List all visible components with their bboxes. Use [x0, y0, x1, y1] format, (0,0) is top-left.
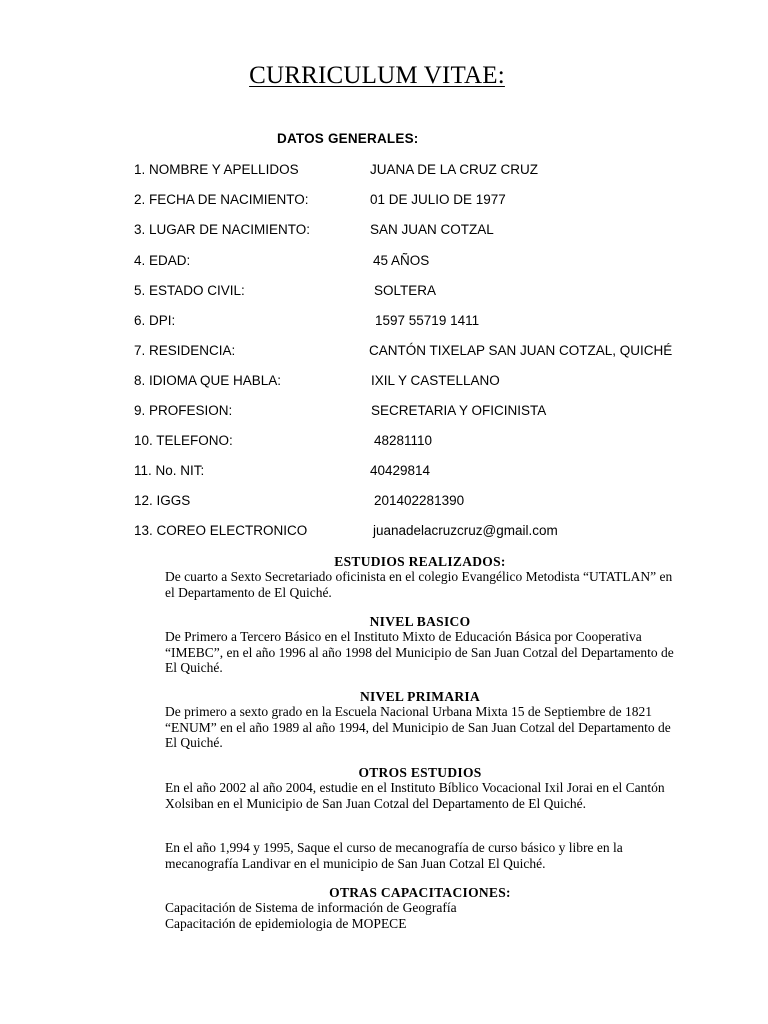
- section-paragraph: En el año 1,994 y 1995, Saque el curso de mecanografía de curso básico y libre en la mecanografía Landivar en el municipio de San Juan Cotzal El Quiché.: [165, 840, 623, 871]
- general-item-value: JUANA DE LA CRUZ CRUZ: [370, 162, 539, 177]
- general-data-heading: DATOS GENERALES:: [277, 131, 419, 146]
- section-paragraph: De Primero a Tercero Básico en el Instituto Mixto de Educación Básica por Cooperativa “IMEBC”, en el año 1996 al año 1998 del Municipio de San Juan Cotzal del Departamento de El Quiché.: [165, 629, 674, 676]
- general-item-label: 12. IGGS: [134, 493, 191, 508]
- section-heading-estudios-realizados: ESTUDIOS REALIZADOS:: [334, 554, 506, 569]
- general-item-value: 40429814: [370, 463, 431, 478]
- general-item-value: 48281110: [374, 433, 433, 448]
- general-item-label: 7. RESIDENCIA:: [134, 343, 236, 358]
- general-item-value: juanadelacruzcruz@gmail.com: [373, 523, 558, 538]
- general-item-label: 11. No. NIT:: [134, 463, 205, 478]
- section-heading-nivel-primaria: NIVEL PRIMARIA: [359, 689, 481, 704]
- general-item-label: 9. PROFESION:: [134, 403, 233, 418]
- general-item-label: 6. DPI:: [134, 313, 176, 328]
- section-heading-nivel-basico: NIVEL BASICO: [369, 614, 471, 629]
- general-item-label: 2. FECHA DE NACIMIENTO:: [134, 192, 309, 207]
- section-heading-otras-capacitaciones: OTRAS CAPACITACIONES:: [329, 885, 511, 900]
- section-paragraph: De cuarto a Sexto Secretariado oficinista en el colegio Evangélico Metodista “UTATLAN” en el Departamento de El Quiché.: [165, 569, 673, 600]
- general-item-label: 13. COREO ELECTRONICO: [134, 523, 308, 538]
- general-item-label: 4. EDAD:: [134, 253, 191, 268]
- general-item-value: IXIL Y CASTELLANO: [371, 373, 500, 388]
- section-paragraph: Capacitación de Sistema de información de Geografía: [165, 900, 457, 915]
- general-item-label: 8. IDIOMA QUE HABLA:: [134, 373, 282, 388]
- section-paragraph: En el año 2002 al año 2004, estudie en el Instituto Bíblico Vocacional Ixil Jorai en el Cantón Xolsiban en el Municipio de San Juan Cotzal del Departamento de El Quiché.: [165, 780, 665, 811]
- document-title: CURRICULUM VITAE:: [249, 62, 505, 89]
- general-item-value: 01 DE JULIO DE 1977: [370, 192, 506, 207]
- general-item-value: SAN JUAN COTZAL: [370, 222, 494, 237]
- general-item-label: 10. TELEFONO:: [134, 433, 233, 448]
- general-item-label: 5. ESTADO CIVIL:: [134, 283, 245, 298]
- section-heading-otros-estudios: OTROS ESTUDIOS: [358, 765, 482, 780]
- general-item-value: 45 AÑOS: [373, 253, 430, 268]
- general-item-value: 201402281390: [374, 493, 465, 508]
- general-item-value: CANTÓN TIXELAP SAN JUAN COTZAL, QUICHÉ: [369, 343, 673, 358]
- general-item-label: 3. LUGAR DE NACIMIENTO:: [134, 222, 311, 237]
- section-paragraph: Capacitación de epidemiologia de MOPECE: [165, 916, 407, 931]
- section-paragraph: De primero a sexto grado en la Escuela Nacional Urbana Mixta 15 de Septiembre de 1821 “ENUM” en el año 1989 al año 1994, del Municipio de San Juan Cotzal del Departamento de El Quiché.: [165, 704, 671, 751]
- general-item-label: 1. NOMBRE Y APELLIDOS: [134, 162, 299, 177]
- general-item-value: 1597 55719 1411: [375, 313, 480, 328]
- general-item-value: SOLTERA: [374, 283, 437, 298]
- general-item-value: SECRETARIA Y OFICINISTA: [371, 403, 547, 418]
